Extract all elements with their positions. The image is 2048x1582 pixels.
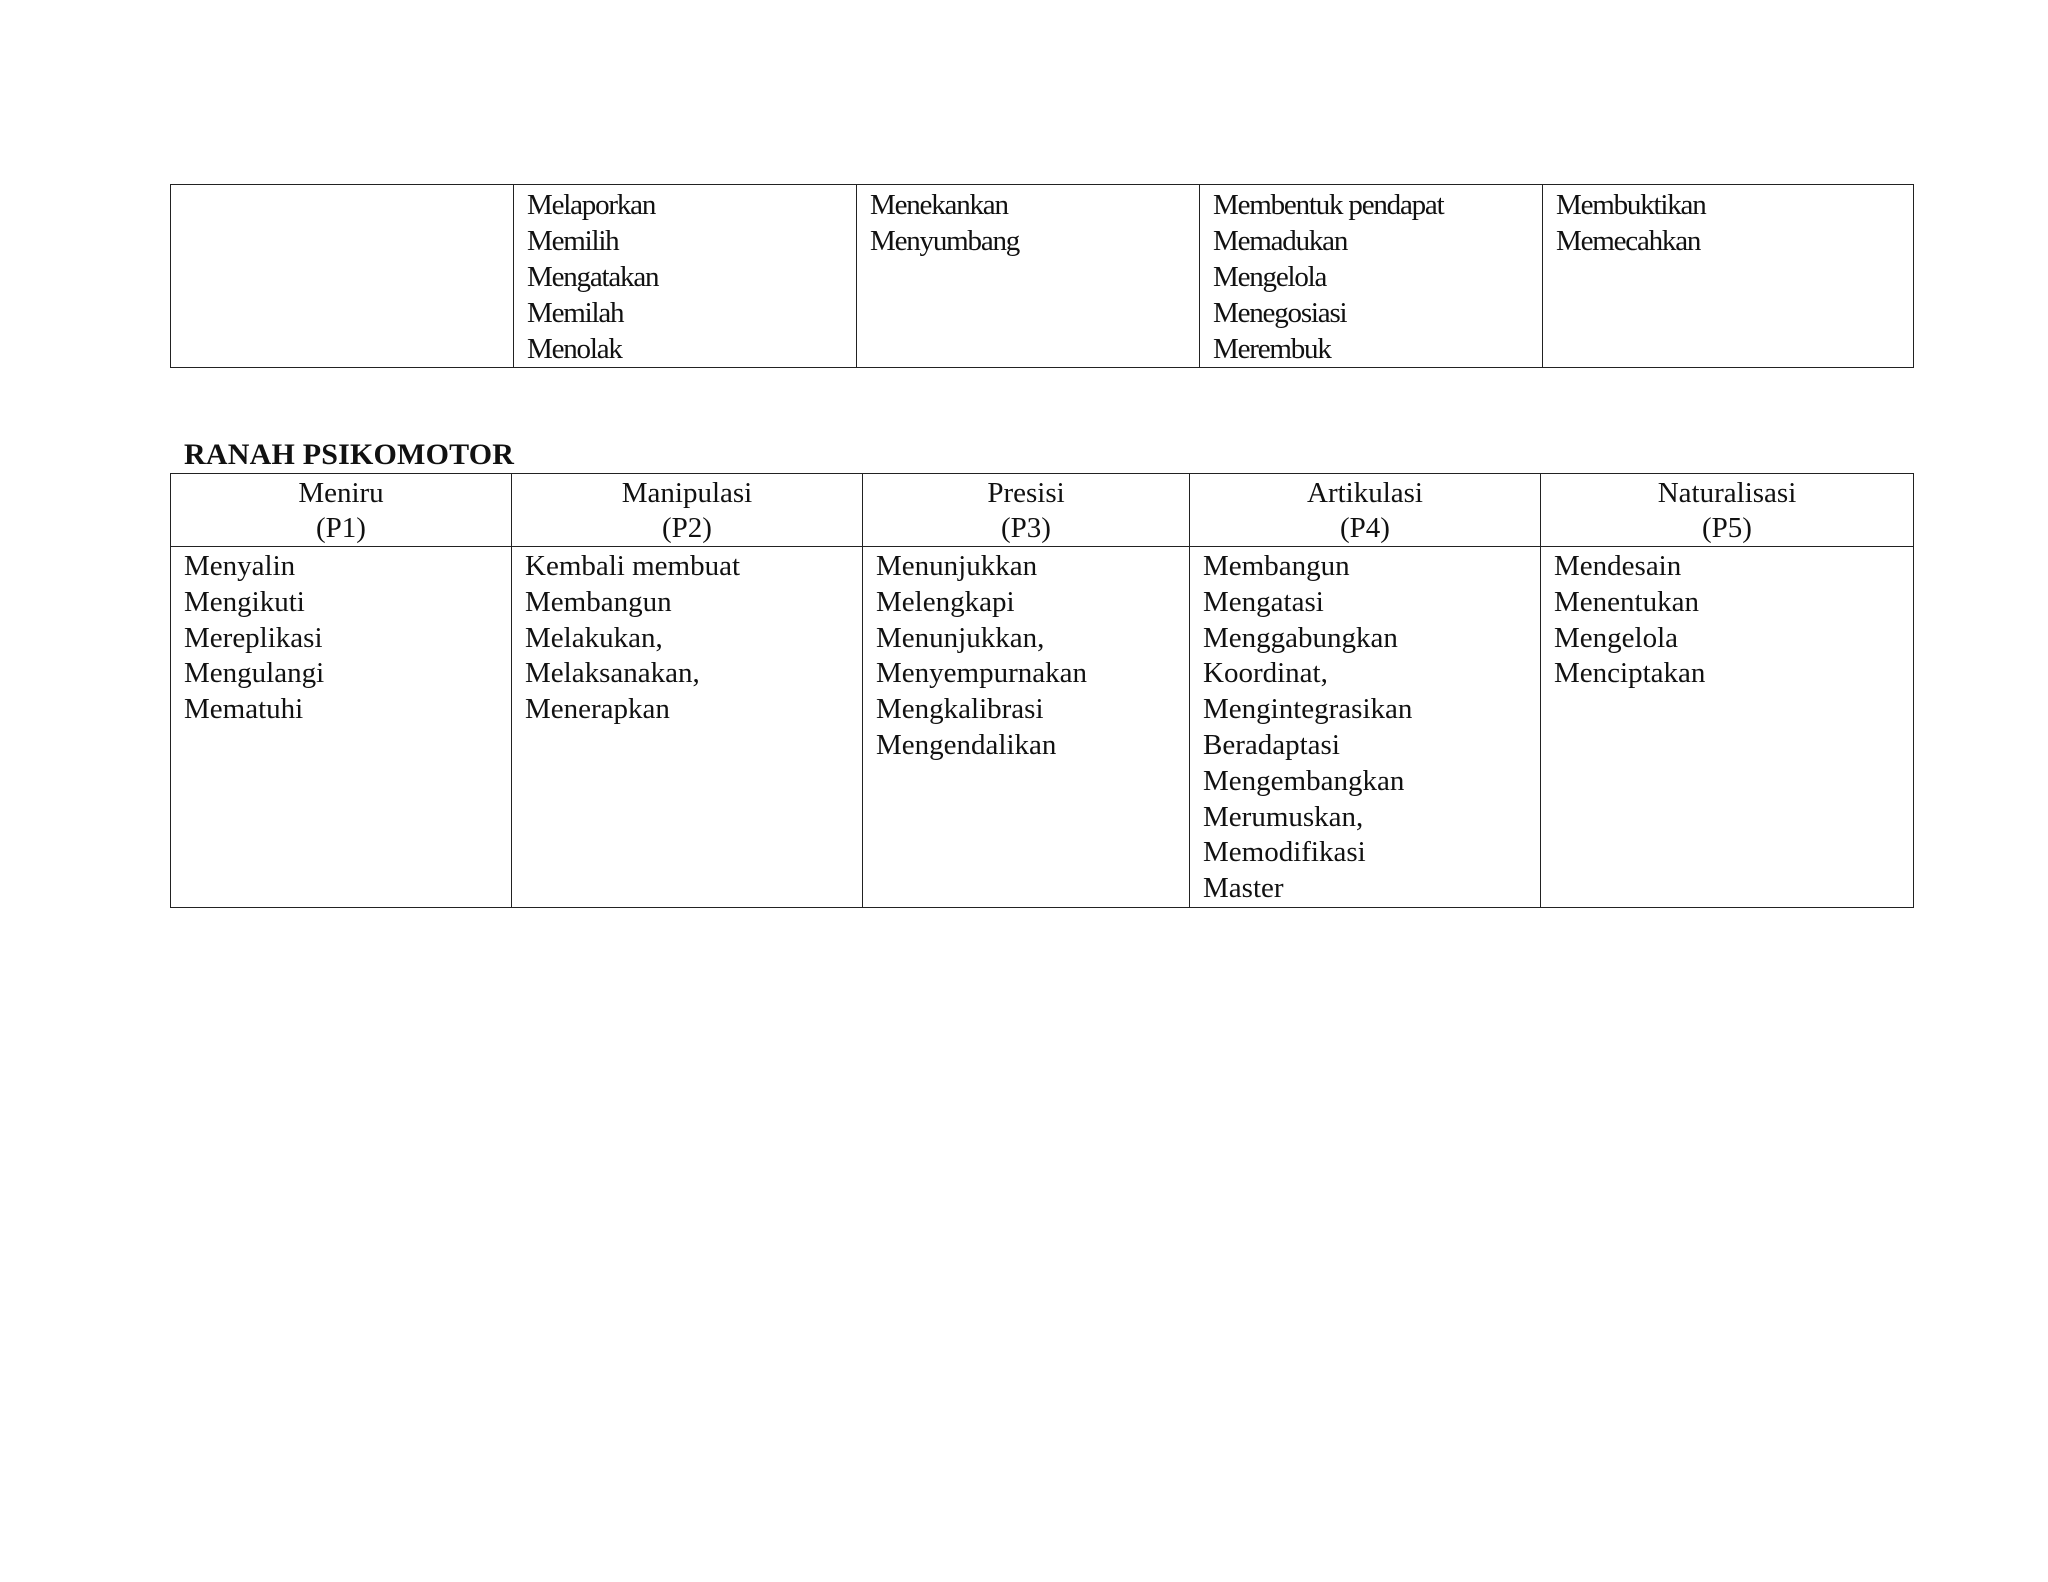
verb-item: Kembali membuat	[525, 550, 741, 582]
column-header-name: Presisi	[987, 477, 1065, 509]
table-cell-p4	[1190, 547, 1541, 908]
column-header-p5	[1541, 474, 1914, 547]
verb-item: Merumuskan,	[1203, 800, 1364, 833]
column-header-code: (P2)	[662, 512, 712, 544]
verb-item: Master	[1203, 872, 1284, 905]
verb-item: Mengintegrasikan	[1203, 693, 1413, 726]
verb-item: Mengkalibrasi	[876, 693, 1044, 726]
table-cell-p2	[512, 547, 863, 908]
verb-item: Menentukan	[1554, 585, 1699, 618]
column-header-p1	[171, 474, 512, 547]
column-header-name: Manipulasi	[621, 477, 753, 509]
column-header-p3	[863, 474, 1190, 547]
verb-item: Mengelola	[1554, 621, 1679, 654]
verb-item: Memodifikasi	[1203, 836, 1366, 869]
column-header-name: Meniru	[298, 477, 384, 509]
verb-item: Membangun	[525, 585, 672, 618]
affective-verbs-table-continuation	[170, 184, 1914, 368]
section-title: RANAH PSIKOMOTOR	[184, 438, 515, 471]
verb-item: Menegosiasi	[1213, 297, 1347, 329]
table-cell	[1200, 185, 1543, 368]
verb-item: Membuktikan	[1556, 189, 1706, 221]
verb-item: Melengkapi	[876, 585, 1015, 618]
verb-item: Menggabungkan	[1203, 621, 1398, 654]
column-header-code: (P1)	[316, 512, 366, 544]
verb-item: Beradaptasi	[1203, 728, 1340, 761]
verb-item: Mereplikasi	[184, 621, 323, 654]
verb-item: Mengatasi	[1203, 585, 1324, 618]
verb-item: Memilih	[527, 225, 619, 257]
verb-item: Menyumbang	[870, 225, 1020, 257]
table-cell-p1	[171, 547, 512, 908]
verb-item: Mengelola	[1213, 261, 1327, 293]
verb-item: Menekankan	[870, 189, 1008, 221]
verb-item: Mengikuti	[184, 585, 305, 618]
verb-item: Mengendalikan	[876, 728, 1057, 761]
verb-item: Mendesain	[1554, 550, 1682, 582]
column-header-code: (P5)	[1702, 512, 1752, 544]
psychomotor-verbs-table	[170, 473, 1914, 908]
table-cell	[857, 185, 1200, 368]
verb-item: Mengatakan	[527, 261, 659, 293]
table-header-row	[171, 474, 1914, 547]
verb-item: Membentuk pendapat	[1213, 189, 1444, 221]
verb-item: Menerapkan	[525, 693, 670, 726]
verb-item: Melakukan,	[525, 621, 663, 654]
verb-item: Mengulangi	[184, 657, 325, 690]
verb-item: Menyempurnakan	[876, 657, 1087, 690]
verb-item: Membangun	[1203, 550, 1350, 582]
column-header-code: (P4)	[1340, 512, 1390, 544]
table-cell-empty	[171, 185, 514, 368]
verb-item: Menunjukkan	[876, 550, 1038, 582]
table-cell-p3	[863, 547, 1190, 908]
verb-item: Menciptakan	[1554, 657, 1706, 690]
table-row	[171, 185, 1914, 368]
table-cell	[514, 185, 857, 368]
verb-item: Memadukan	[1213, 225, 1348, 257]
verb-item: Melaporkan	[527, 189, 656, 221]
verb-item: Menunjukkan,	[876, 621, 1045, 654]
verb-item: Mematuhi	[184, 693, 304, 726]
verb-item: Mengembangkan	[1203, 764, 1405, 797]
verb-item: Memecahkan	[1556, 225, 1701, 257]
column-header-name: Artikulasi	[1307, 477, 1423, 509]
verb-item: Memilah	[527, 297, 624, 329]
verb-item: Menolak	[527, 333, 622, 365]
table-row	[171, 547, 1914, 908]
column-header-p2	[512, 474, 863, 547]
column-header-p4	[1190, 474, 1541, 547]
verb-item: Merembuk	[1213, 333, 1331, 365]
column-header-name: Naturalisasi	[1657, 477, 1797, 509]
verb-item: Melaksanakan,	[525, 657, 700, 690]
verb-item: Menyalin	[184, 550, 296, 582]
table-cell	[1543, 185, 1914, 368]
table-cell-p5	[1541, 547, 1914, 908]
verb-item: Koordinat,	[1203, 657, 1328, 690]
column-header-code: (P3)	[1001, 512, 1051, 544]
